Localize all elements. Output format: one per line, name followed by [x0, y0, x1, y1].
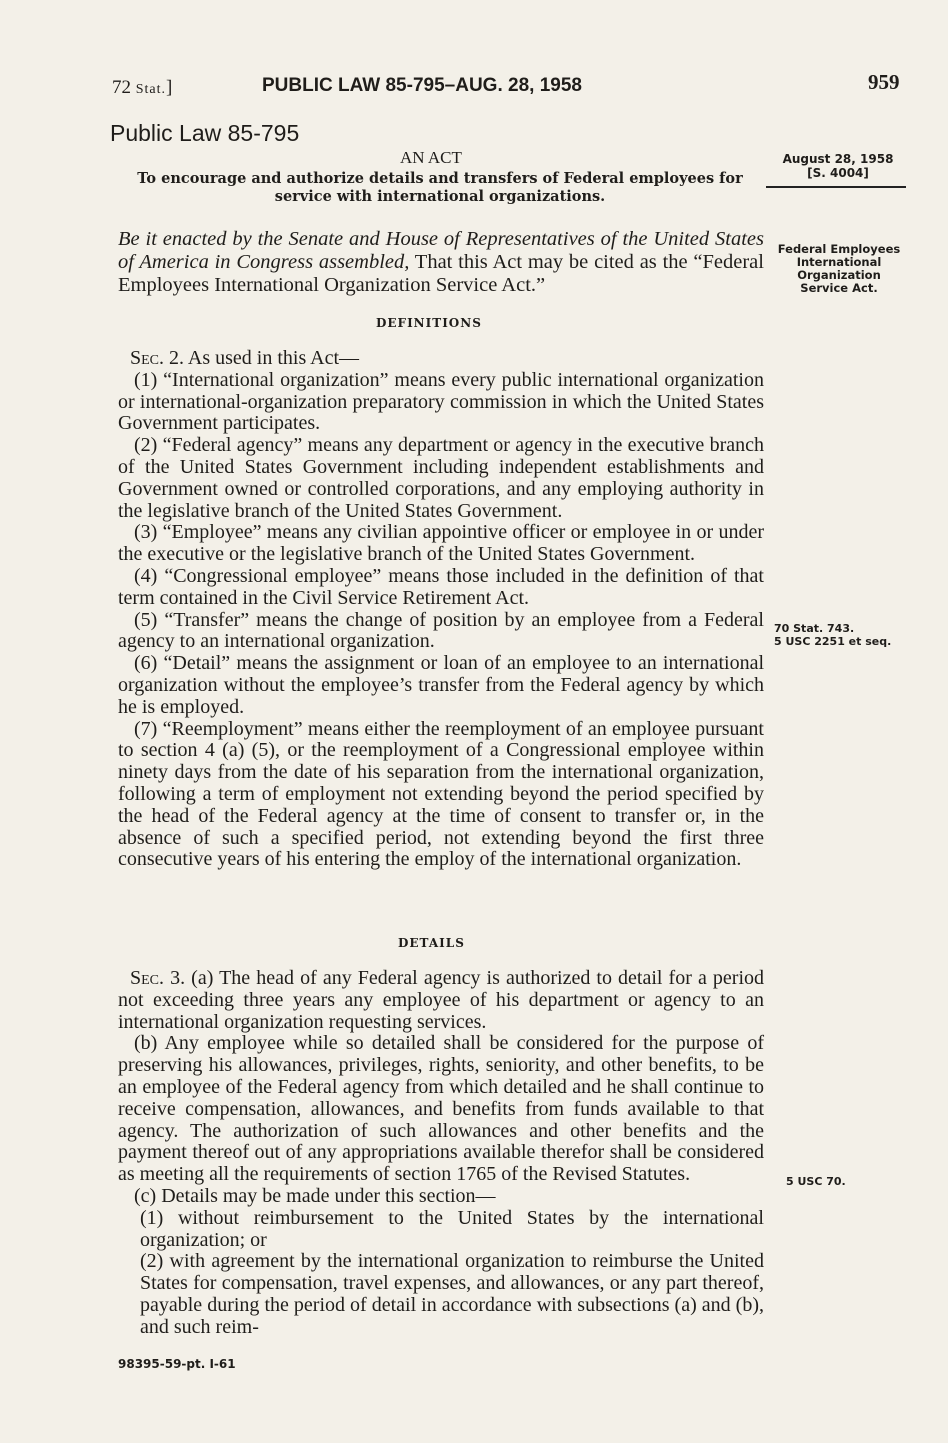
section-label: Sec. 3. [130, 967, 186, 989]
margin-rule [766, 186, 906, 188]
approval-date: August 28, 1958 [782, 152, 894, 166]
details-heading: DETAILS [398, 936, 465, 950]
margin-usc-citation: 5 USC 70. [786, 1175, 846, 1188]
short-title-text: That this Act may be cited as the “Federal Employees International Organization Service Act.” [118, 251, 764, 296]
stat-citation-line2: 5 USC 2251 et seq. [774, 634, 892, 648]
page-number: 959 [868, 70, 900, 94]
margin-short-title: Federal Employees International Organization Service Act. [777, 242, 901, 295]
definition-item: (5) “Transfer” means the change of position by an employee from a Federal agency to an international organization. [118, 608, 764, 653]
definition-item: (4) “Congressional employee” means those included in the definition of that term contained in the Civil Service Retirement Act. [118, 564, 764, 609]
bill-number: [S. 4004] [807, 166, 869, 180]
definitions-section [118, 348, 764, 871]
subsection-c-1: (1) without reimbursement to the United States by the international organization; or [140, 1206, 764, 1251]
subsection-c: (c) Details may be made under this section— [134, 1184, 496, 1207]
stat-label: Stat. [135, 82, 167, 97]
an-act-label: AN ACT [400, 148, 462, 167]
definition-item: (3) “Employee” means any civilian appointive officer or employee in or under the executive or the legislative branch of the United States Government. [118, 521, 764, 566]
print-code: 98395-59-pt. I-61 [118, 1357, 236, 1371]
section-3-a [118, 968, 764, 1033]
law-title: Public Law 85-795 [110, 120, 300, 146]
definition-item: (6) “Detail” means the assignment or loan of an employee to an international organization without the employee’s transfer from the Federal agency by which he is employed. [118, 652, 764, 718]
definition-item: (2) “Federal agency” means any department or agency in the executive branch of the United States Government including independent establishments and Government owned or controlled corporations, and any employing authority in the legislative branch of the United States Government. [118, 434, 764, 522]
stat-volume: 72 [112, 77, 131, 98]
enacting-formula: Be it enacted by the Senate and House of Representatives of the United States of America in Congress assembled, [118, 228, 764, 273]
subsection-c-2: (2) with agreement by the international organization to reimburse the United States for compensation, travel expenses, and allowances, or any part thereof, payable during the period of detail in accordance with subsections (a) and (b), and such reim- [140, 1250, 764, 1338]
definitions-heading: DEFINITIONS [376, 316, 482, 330]
subsection-a-text: (a) The head of any Federal agency is authorized to detail for a period not exceeding three years any employee of his department or agency to an international organization requesting services. [118, 967, 764, 1033]
subsection-b: (b) Any employee while so detailed shall be considered for the purpose of preserving his allowances, privileges, rights, seniority, and other benefits, to be an employee of the Federal agency from which detailed and he shall continue to receive compensation, allowances, and benefits from funds available to that agency. The authorization of such allowances and other benefits and the payment thereof out of any appropriations available therefor shall be considered as meeting all the requirements of section 1765 of the Revised Statutes. [118, 1032, 764, 1186]
stat-reference [112, 77, 172, 99]
stat-bracket: ] [166, 77, 173, 98]
definition-item: (7) “Reemployment” means either the reemployment of an employee pursuant to section 4 (a) (5), or the reemployment of a Congressional employee within ninety days from the date of his separation from the international organization, following a term of employment not extending beyond the period specified by the head of the Federal agency at the time of consent to transfer or, in the absence of such a specified period, not extending beyond the first three consecutive years of his entering the employ of the international organization. [118, 717, 764, 871]
stat-citation-line1: 70 Stat. 743. [774, 622, 855, 635]
section-2-intro [118, 348, 764, 370]
details-section [118, 968, 764, 1339]
enacting-clause [118, 228, 764, 297]
section-intro-text: As used in this Act— [184, 347, 360, 369]
act-purpose: To encourage and authorize details and transfers of Federal employees for service with international organizations. [137, 170, 743, 205]
definition-item: (1) “International organization” means every public international organization or international-organization preparatory commission in which the United States Government participates. [118, 368, 764, 435]
section-label: Sec. 2. [130, 347, 185, 369]
margin-stat-citation [774, 623, 904, 648]
margin-date [782, 152, 894, 180]
running-head: PUBLIC LAW 85-795–AUG. 28, 1958 [262, 75, 582, 96]
